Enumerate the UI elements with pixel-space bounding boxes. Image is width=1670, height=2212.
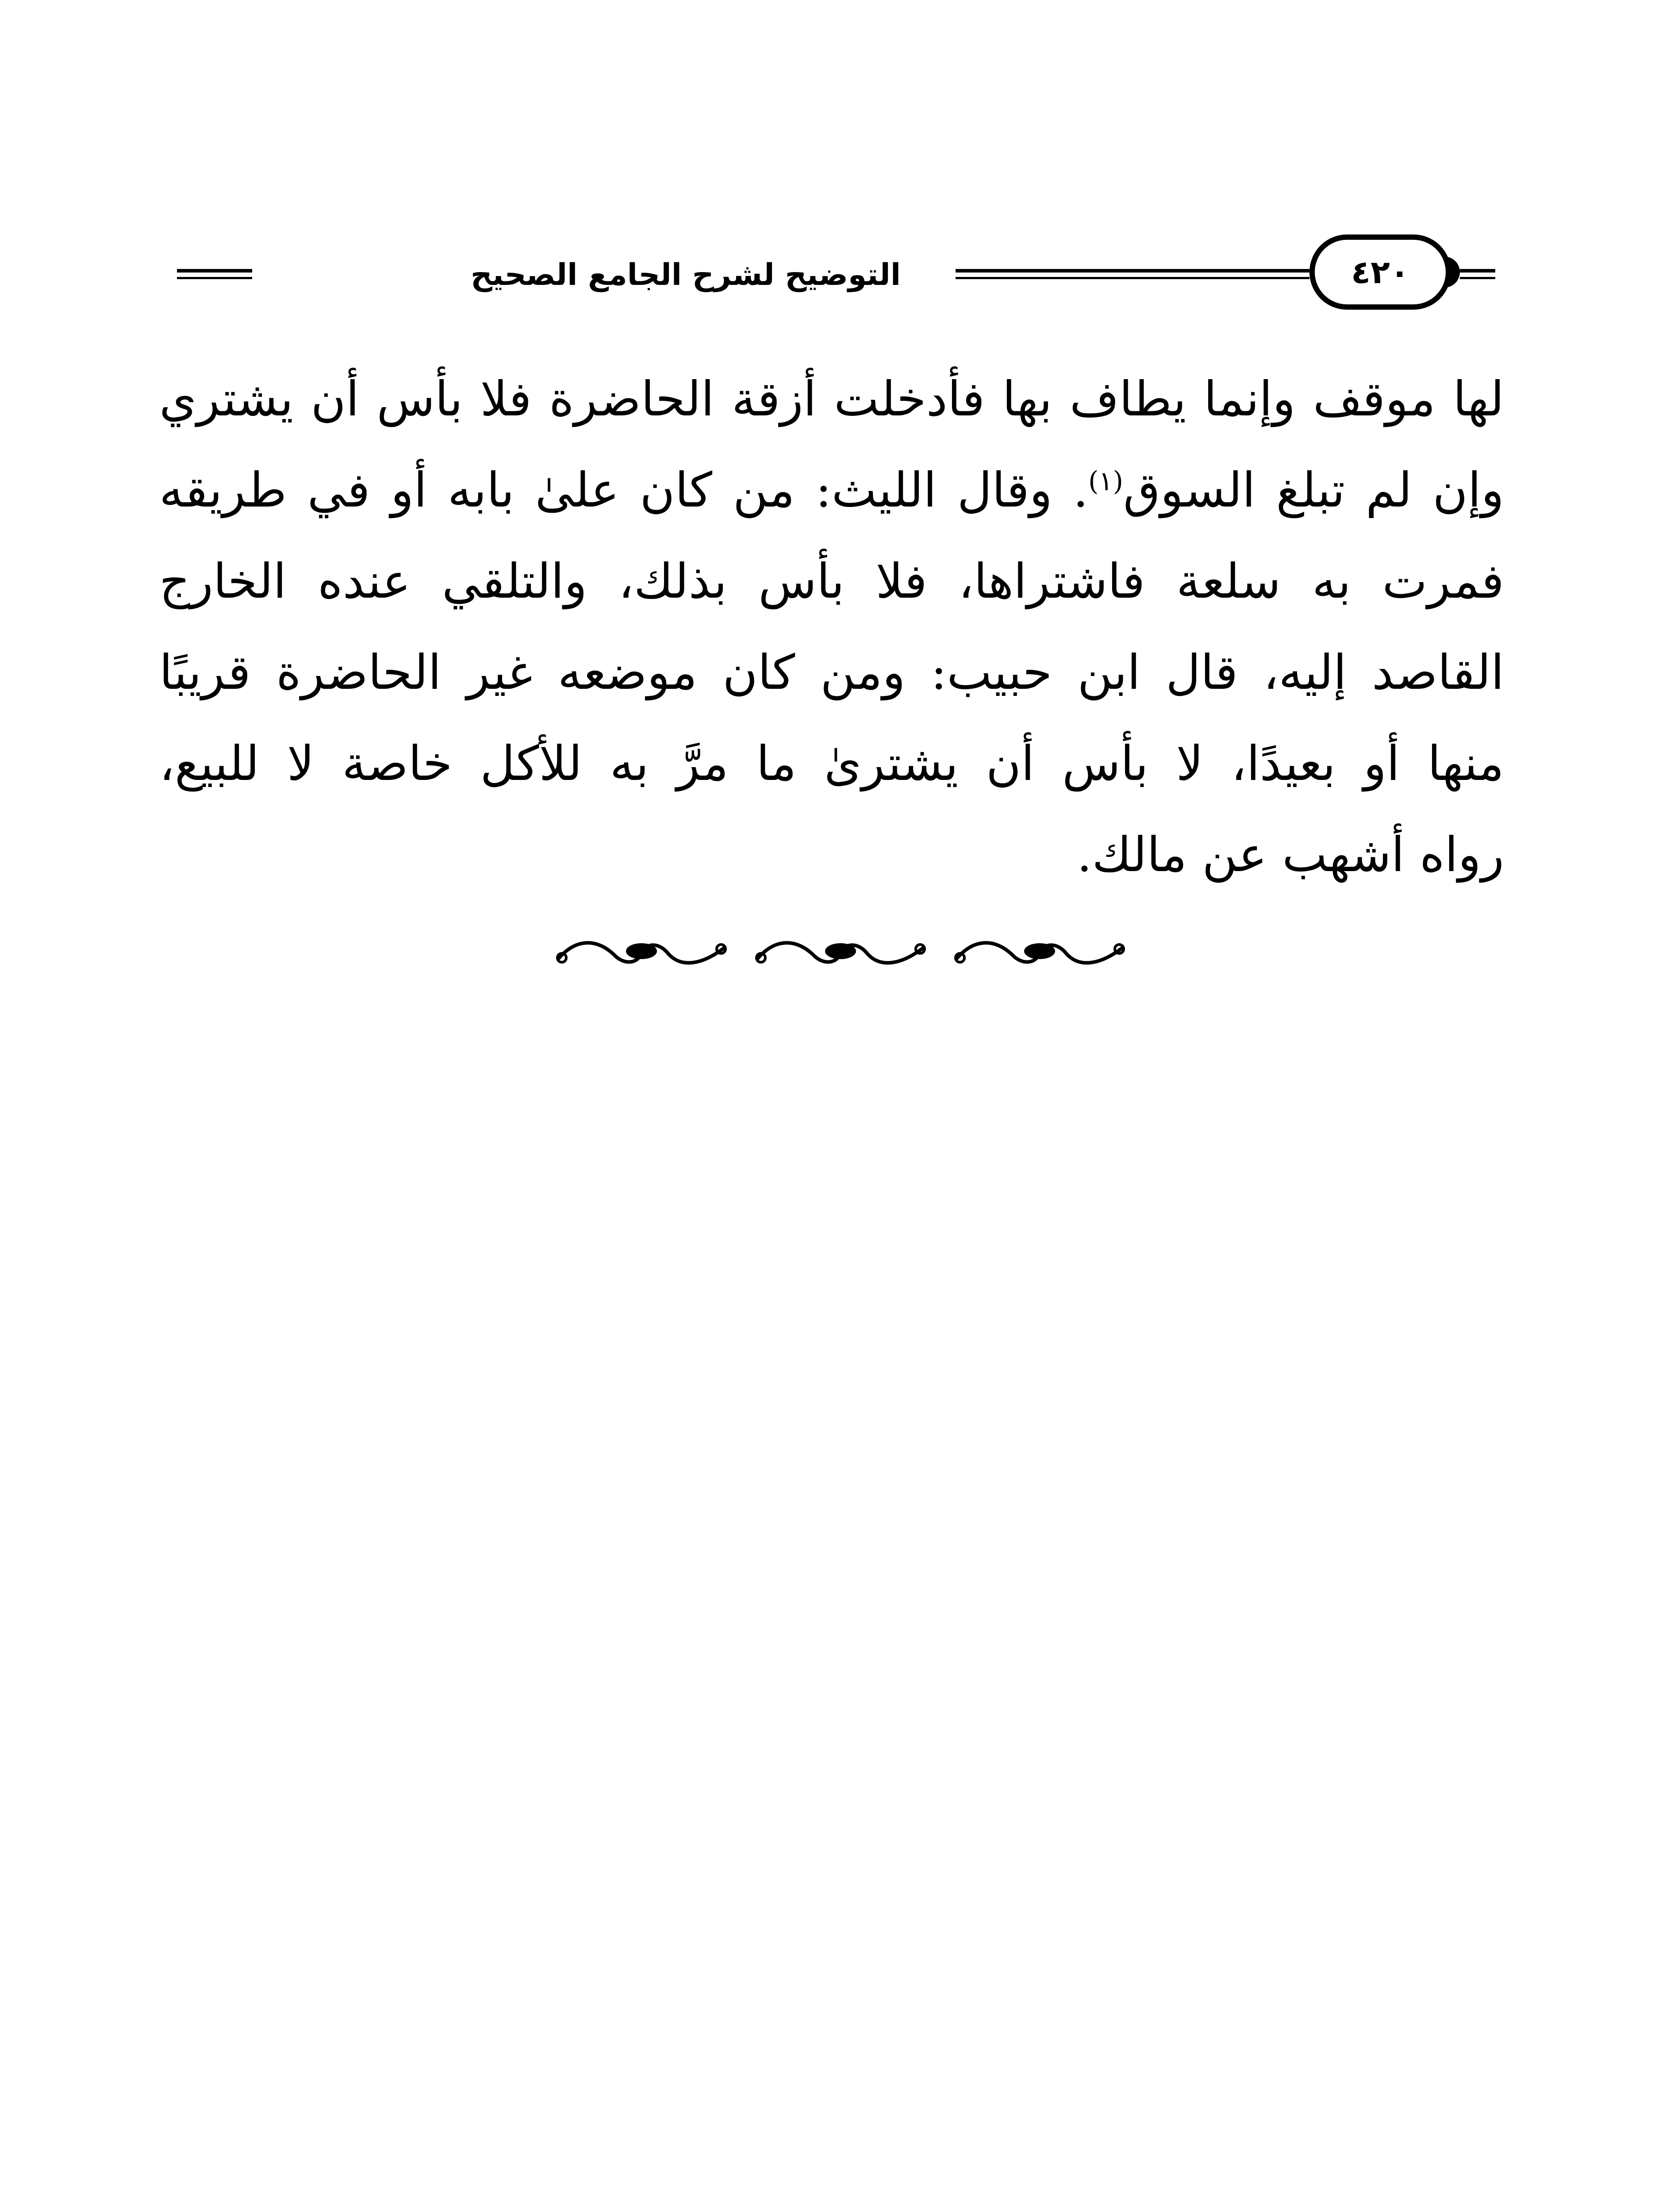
body-line-1: لها موقف وإنما يطاف بها فأدخلت أزقة الحاضرة فلا بأس أن يشتري	[159, 372, 1504, 427]
page-number: ٤٢٠	[1309, 234, 1451, 310]
page-header	[177, 230, 1495, 319]
ornament-icon	[549, 933, 734, 973]
ornament-icon	[748, 933, 933, 973]
header-rule-left-thin	[177, 277, 252, 279]
section-ornament	[509, 929, 1172, 978]
header-rule-middle-thin	[956, 277, 1309, 279]
header-rule-left	[177, 269, 252, 273]
body-line-2-part-1: وإن لم تبلغ السوق	[1123, 463, 1504, 518]
header-rule-right-thin	[1460, 277, 1495, 279]
body-text	[159, 354, 1504, 901]
header-rule-middle	[956, 269, 1309, 273]
running-title: التوضيح لشرح الجامع الصحيح	[470, 257, 901, 292]
ornament-icon	[947, 933, 1133, 973]
footnote-reference[interactable]: (١)	[1088, 466, 1124, 497]
body-line-3: فمرت به سلعة فاشتراها، فلا بأس بذلك، والتلقي عنده الخارج	[159, 554, 1504, 609]
body-line-2-part-2: . وقال الليث: من كان علىٰ بابه أو في طريقه	[159, 463, 1088, 518]
header-rule-right	[1460, 269, 1495, 273]
body-line-6: رواه أشهب عن مالك.	[1077, 827, 1504, 883]
body-line-2	[159, 445, 1504, 536]
body-line-5: منها أو بعيدًا، لا بأس أن يشترىٰ ما مرَّ به للأكل خاصة لا للبيع،	[159, 736, 1505, 791]
body-line-4: القاصد إليه، قال ابن حبيب: ومن كان موضعه غير الحاضرة قريبًا	[159, 645, 1504, 700]
